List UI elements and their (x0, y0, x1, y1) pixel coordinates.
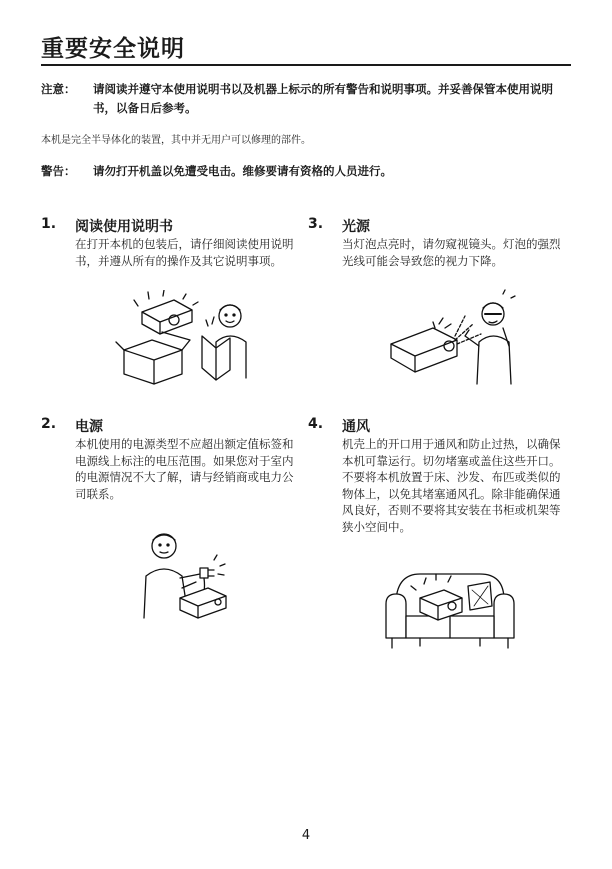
warning-text: 请勿打开机盖以免遭受电击。维修要请有资格的人员进行。 (93, 164, 392, 178)
notice-label: 注意： (41, 82, 76, 96)
title-rule (41, 64, 571, 66)
section-body: 本机使用的电源类型不应超出额定值标签和电源线上标注的电压范围。如果您对于室内的电源情况不大了解，请与经销商或电力公司联系。 (75, 437, 294, 501)
section-number: 1. (41, 216, 57, 232)
page-number: 4 (301, 828, 311, 843)
illustration-light-source (385, 288, 525, 388)
section-body: 机壳上的开口用于通风和防止过热，以确保本机可靠运行。切勿堵塞或盖住这些开口。不要将本机放置于床、沙发、布匹或类似的物体上，以免其堵塞通风孔。除非能确保通风良好，否则不要将其安装在书柜或机架等狭小空间中。 (342, 437, 561, 534)
warning-label: 警告： (41, 164, 76, 178)
section-number: 2. (41, 416, 57, 432)
section-heading: 通风 (342, 419, 370, 435)
section-heading: 阅读使用说明书 (75, 219, 173, 235)
section-body: 在打开本机的包装后，请仔细阅读使用说明书，并遵从所有的操作及其它说明事项。 (75, 237, 294, 268)
illustration-power (130, 522, 240, 622)
notice-text: 请阅读并遵守本使用说明书以及机器上标示的所有警告和说明事项。并妥善保管本使用说明书，以备日后参考。 (93, 82, 553, 115)
section-heading: 光源 (342, 219, 370, 235)
section-body: 当灯泡点亮时，请勿窥视镜头。灯泡的强烈光线可能会导致您的视力下降。 (342, 237, 561, 268)
section-number: 4. (308, 416, 324, 432)
statement-text: 本机是完全半导体化的装置，其中并无用户可以修理的部件。 (41, 135, 311, 146)
section-heading: 电源 (75, 419, 103, 435)
illustration-ventilation (380, 560, 520, 660)
illustration-reading-manual (112, 290, 272, 390)
section-number: 3. (308, 216, 324, 232)
page-title: 重要安全说明 (41, 36, 185, 62)
